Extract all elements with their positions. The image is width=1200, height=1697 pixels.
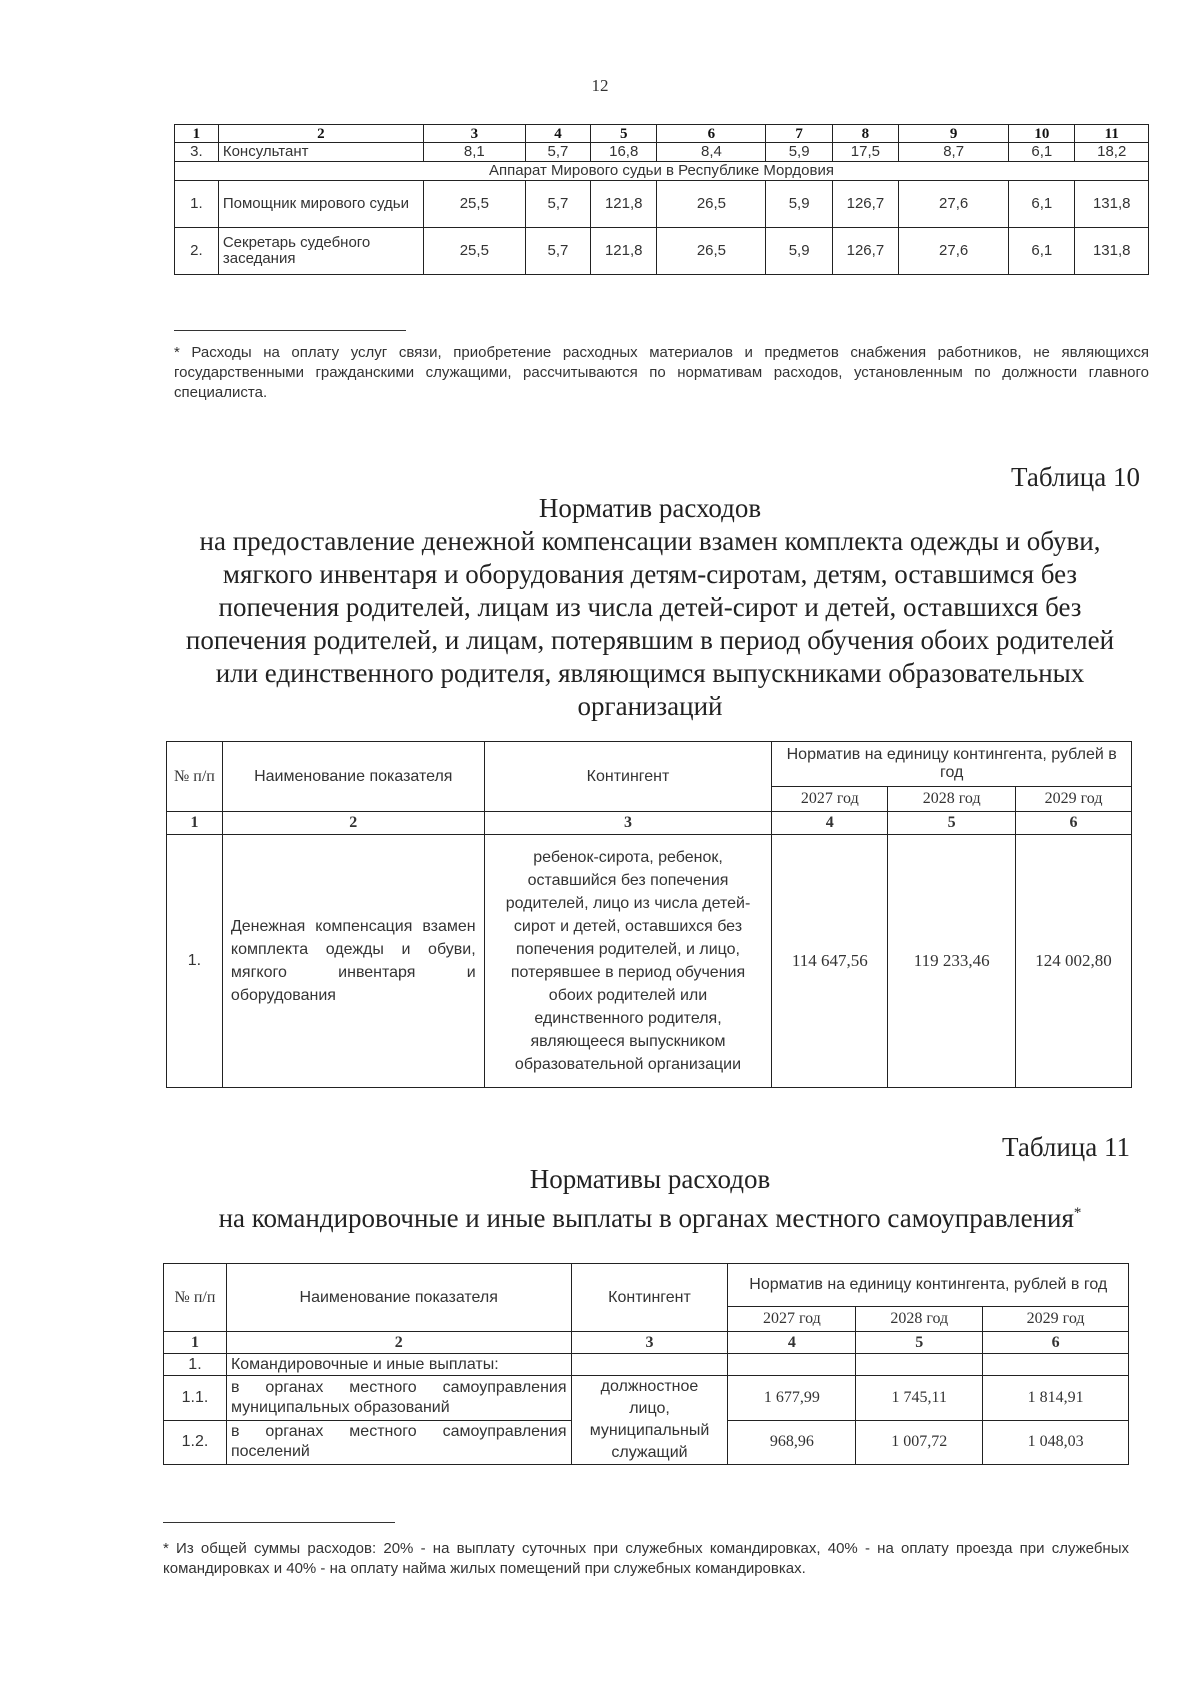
value-cell: 17,5 [832,143,898,162]
value-2029: 1 814,91 [983,1376,1129,1421]
year-header: 2027 год [772,787,888,812]
index-cell: 4 [772,812,888,835]
value-cell: 25,5 [423,228,525,275]
footnote: * Расходы на оплату услуг связи, приобретение расходных материалов и предметов снабжения работников, не являющихся государственными гражданскими служащими, рассчитываются по нормативам расходов, установленным по должности главного специалиста. [174,344,1149,401]
table-10-label: Таблица 10 [1011,462,1140,492]
header-cell: 1 [175,125,219,143]
position-name: Консультант [218,143,423,162]
header-cell: 11 [1075,125,1149,143]
col-norm-header: Норматив на единицу контингента, рублей в год [728,1264,1129,1307]
value-2029: 124 002,80 [1016,835,1132,1088]
value-cell: 25,5 [423,181,525,228]
header-cell: 8 [832,125,898,143]
row-number: 1. [164,1354,227,1376]
empty-cell [856,1354,983,1376]
value-2028: 119 233,46 [888,835,1016,1088]
value-cell: 5,7 [525,228,590,275]
value-cell: 6,1 [1009,228,1075,275]
value-2029: 1 048,03 [983,1420,1129,1465]
position-name: Помощник мирового судьи [218,181,423,228]
contingent-description: ребенок-сирота, ребенок, оставшийся без попечения родителей, лицо из числа детей-сирот и детей, оставшихся без попечения родителей, и лицо, потерявшее в период обучения обоих родителей или единственного родителя, являющееся выпускником образовательной организации [484,835,772,1088]
value-2028: 1 007,72 [856,1420,983,1465]
table-11-label: Таблица 11 [1002,1132,1130,1162]
index-cell: 6 [1016,812,1132,835]
header-cell: 9 [899,125,1009,143]
value-cell: 18,2 [1075,143,1149,162]
index-cell: 4 [728,1332,856,1354]
page-number: 12 [591,76,609,95]
col-number-header: № п/п [164,1264,227,1332]
value-cell: 131,8 [1075,228,1149,275]
value-cell: 27,6 [899,228,1009,275]
indicator-name: в органах местного самоуправления поселений [226,1420,571,1465]
value-cell: 16,8 [591,143,657,162]
index-cell: 6 [983,1332,1129,1354]
value-2028: 1 745,11 [856,1376,983,1421]
table-row [175,143,1149,162]
compensation-table [166,741,1132,1088]
footnote: * Из общей суммы расходов: 20% - на выплату суточных при служебных командировках, 40% - на оплату проезда при служебных командировках и 40% - на оплату найма жилых помещений при служебных командировках. [163,1540,1129,1577]
value-cell: 131,8 [1075,181,1149,228]
indicator-name: в органах местного самоуправления муниципальных образований [226,1376,571,1421]
footnote-divider [163,1522,395,1523]
header-cell: 7 [766,125,832,143]
value-2027: 1 677,99 [728,1376,856,1421]
value-2027: 968,96 [728,1420,856,1465]
footnote-divider [174,330,406,331]
index-cell: 2 [226,1332,571,1354]
index-cell: 3 [484,812,772,835]
value-cell: 5,9 [766,228,832,275]
value-cell: 6,1 [1009,181,1075,228]
header-cell: 4 [525,125,590,143]
header-cell: 10 [1009,125,1075,143]
table-10-title: Норматив расходов [538,493,762,523]
value-cell: 126,7 [832,228,898,275]
section-row [175,162,1149,181]
table-11-subtitle-text: на командировочные и иные выплаты в органах местного самоуправления [218,1203,1074,1233]
year-header: 2028 год [888,787,1016,812]
row-number: 1. [167,835,223,1088]
index-cell: 5 [856,1332,983,1354]
col-contingent-header: Контингент [571,1264,728,1332]
header-cell: 6 [657,125,766,143]
value-cell: 121,8 [591,228,657,275]
table-11-title: Нормативы расходов [529,1164,771,1194]
table-header-row [164,1264,1129,1307]
travel-expense-table [163,1263,1129,1465]
col-name-header: Наименование показателя [222,742,484,812]
index-cell: 5 [888,812,1016,835]
group-name: Командировочные и иные выплаты: [226,1354,571,1376]
index-cell: 1 [164,1332,227,1354]
col-norm-header: Норматив на единицу контингента, рублей в год [772,742,1132,787]
row-number: 2. [175,228,219,275]
contingent-description: должностное лицо, муниципальный служащий [571,1376,728,1465]
header-cell: 3 [423,125,525,143]
footnote-mark: * [1073,1205,1082,1221]
year-header: 2029 год [1016,787,1132,812]
position-name: Секретарь судебного заседания [218,228,423,275]
table-10-subtitle: на предоставление денежной компенсации взамен комплекта одежды и обуви, мягкого инвентаря и оборудования детям-сиротам, детям, оставшимся без попечения родителей, лицам из числа детей-сирот и детей, оставшихся без попечения родителей, и лицам, потерявшим в период обучения обоих родителей или единственного родителя, являющимся выпускниками образовательных организаций [185,526,1115,721]
value-cell: 8,7 [899,143,1009,162]
table-row [175,181,1149,228]
value-cell: 5,7 [525,181,590,228]
index-cell: 1 [167,812,223,835]
value-cell: 5,9 [766,181,832,228]
year-header: 2028 год [856,1307,983,1332]
table-row [164,1376,1129,1421]
value-cell: 5,9 [766,143,832,162]
value-cell: 8,1 [423,143,525,162]
index-row [164,1332,1129,1354]
indicator-name: Денежная компенсация взамен комплекта одежды и обуви, мягкого инвентаря и оборудования [222,835,484,1088]
value-cell: 5,7 [525,143,590,162]
table-header-row [167,742,1132,787]
empty-cell [571,1354,728,1376]
value-cell: 26,5 [657,181,766,228]
table-11-subtitle [150,1197,1150,1235]
row-number: 1. [175,181,219,228]
value-cell: 6,1 [1009,143,1075,162]
row-number: 1.1. [164,1376,227,1421]
table-row [167,835,1132,1088]
value-cell: 121,8 [591,181,657,228]
header-cell: 2 [218,125,423,143]
col-number-header: № п/п [167,742,223,812]
index-row [167,812,1132,835]
empty-cell [983,1354,1129,1376]
year-header: 2029 год [983,1307,1129,1332]
value-cell: 126,7 [832,181,898,228]
table-row [175,228,1149,275]
empty-cell [728,1354,856,1376]
row-number: 1.2. [164,1420,227,1465]
table-header-row [175,125,1149,143]
staff-expense-table [174,124,1149,275]
index-cell: 2 [222,812,484,835]
header-cell: 5 [591,125,657,143]
row-number: 3. [175,143,219,162]
section-title: Аппарат Мирового судьи в Республике Мордовия [175,162,1149,181]
index-cell: 3 [571,1332,728,1354]
value-2027: 114 647,56 [772,835,888,1088]
year-header: 2027 год [728,1307,856,1332]
col-contingent-header: Контингент [484,742,772,812]
value-cell: 8,4 [657,143,766,162]
value-cell: 27,6 [899,181,1009,228]
group-row [164,1354,1129,1376]
value-cell: 26,5 [657,228,766,275]
col-name-header: Наименование показателя [226,1264,571,1332]
